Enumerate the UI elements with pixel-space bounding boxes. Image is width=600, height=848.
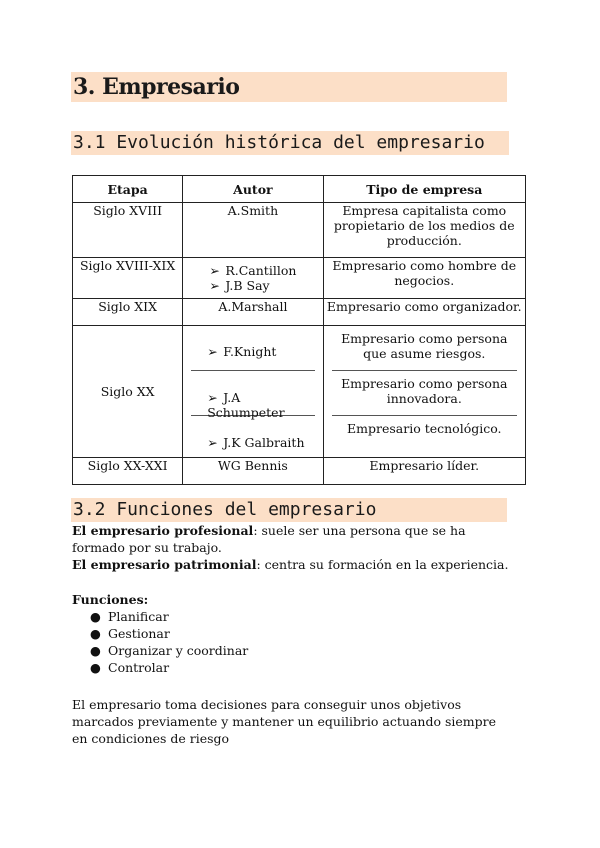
cell-tipo: Empresario como hombre de negocios. [323,258,525,299]
funciones-block [72,591,248,676]
section-title: 3. Empresario [71,72,507,102]
bullet-icon: ● [90,609,101,624]
list-item: ● Planificar [90,609,169,624]
table-header-autor: Autor [183,176,323,203]
cell-tipo [323,326,525,458]
table-row [73,203,526,258]
arrow-bullet-icon: ➢ [207,390,218,405]
list-item: ● Gestionar [90,626,170,641]
tipo-sub: Empresario tecnológico. [347,421,502,436]
subsection-title-evolucion: 3.1 Evolución histórica del empresario [71,131,509,155]
subsection-title-funciones: 3.2 Funciones del empresario [71,498,507,522]
definition-patrimonial: El empresario patrimonial: centra su formación en la experiencia. [72,557,509,572]
table-header-row [73,176,526,203]
list-item: ● Organizar y coordinar [90,643,249,658]
funciones-list [72,608,248,676]
funciones-heading: Funciones: [72,592,149,607]
evolution-table [72,175,526,485]
cell-autor: WG Bennis [183,458,323,485]
tipo-sub: Empresario como persona que asume riesgos. [341,331,508,361]
table-row [73,299,526,326]
author-list-item: ➢ J.B Say [209,278,270,293]
bullet-icon: ● [90,643,101,658]
bullet-icon: ● [90,660,101,675]
table-header-etapa: Etapa [73,176,183,203]
cell-etapa: Siglo XIX [73,299,183,326]
cell-autor [183,258,323,299]
cell-autor [183,326,323,458]
bullet-icon: ● [90,626,101,641]
table-row [73,458,526,485]
cell-tipo: Empresa capitalista como propietario de los medios de producción. [323,203,525,258]
arrow-bullet-icon: ➢ [209,278,220,293]
arrow-bullet-icon: ➢ [207,435,218,450]
cell-tipo: Empresario líder. [323,458,525,485]
cell-etapa: Siglo XVIII-XIX [73,258,183,299]
cell-etapa: Siglo XVIII [73,203,183,258]
cell-etapa: Siglo XX-XXI [73,458,183,485]
table-row [73,258,526,299]
cell-tipo: Empresario como organizador. [323,299,525,326]
tipo-sub: Empresario como persona innovadora. [341,376,508,406]
cell-etapa: Siglo XX [73,326,183,458]
author-list-item: ➢ R.Cantillon [209,263,297,278]
cell-autor: A.Smith [183,203,323,258]
definition-profesional: El empresario profesional: suele ser una persona que se ha formado por su trabajo. [72,523,466,555]
arrow-bullet-icon: ➢ [207,344,218,359]
table-header-tipo: Tipo de empresa [323,176,525,203]
arrow-bullet-icon: ➢ [209,263,220,278]
table-row [73,326,526,458]
closing-paragraph: El empresario toma decisiones para conseguir unos objetivos marcados previamente y mantener un equilibrio actuando siempre en condiciones de riesgo [72,697,496,746]
author-list-item: ➢ J.A Schumpeter [207,390,285,420]
definitions [72,522,522,573]
list-item: ● Controlar [90,660,170,675]
author-list-item: ➢ J.K Galbraith [207,435,305,450]
author-list-item: ➢ F.Knight [207,344,277,359]
cell-autor: A.Marshall [183,299,323,326]
